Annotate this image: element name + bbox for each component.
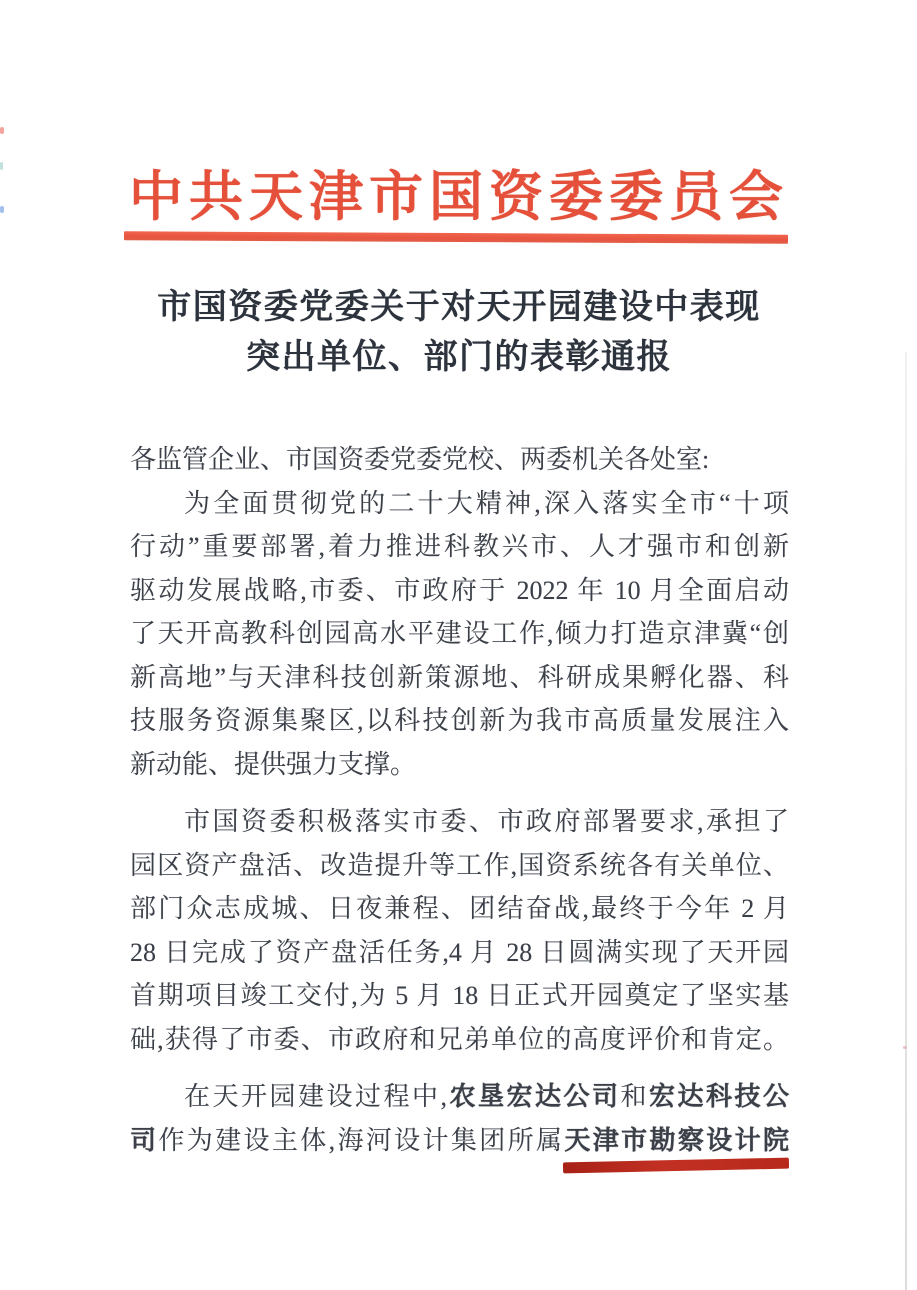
text-run: 和 bbox=[620, 1082, 649, 1111]
text-run: 础,获得了市委、市政府和兄弟单位的高度评价和肯定。 bbox=[130, 1024, 789, 1054]
body-line bbox=[130, 800, 789, 844]
text-run: 新动能、提供强力支撑。 bbox=[130, 749, 417, 779]
body-line bbox=[130, 1018, 789, 1062]
text-run: 市国资委积极落实市委、市政府部署要求,承担了 bbox=[184, 807, 789, 836]
bold-text-run: 司 bbox=[130, 1125, 159, 1155]
body-line bbox=[130, 844, 789, 888]
body-line bbox=[130, 438, 789, 482]
letterhead-org-name: 中共天津市国资委委员会 bbox=[129, 167, 789, 227]
text-run: 了天开高教科创园高水平建设工作,倾力打造京津冀“创 bbox=[130, 619, 789, 648]
bold-text-run: 天津市勘察设计院 bbox=[564, 1125, 789, 1155]
body-line bbox=[130, 656, 789, 700]
text-run: 技服务资源集聚区,以科技创新为我市高质量发展注入 bbox=[130, 706, 789, 735]
text-run: 驱动发展战略,市委、市政府于 2022 年 10 月全面启动 bbox=[130, 575, 789, 605]
document-title bbox=[128, 283, 790, 383]
text-run: 28 日完成了资产盘活任务,4 月 28 日圆满实现了天开园 bbox=[130, 937, 789, 967]
body-line bbox=[130, 1075, 789, 1119]
text-run: 为全面贯彻党的二十大精神,深入落实全市“十项 bbox=[184, 488, 789, 518]
text-run: 部门众志成城、日夜兼程、团结奋战,最终于今年 2 月 bbox=[130, 894, 789, 923]
body-line bbox=[130, 1119, 789, 1163]
text-run: 各监管企业、市国资委党委党校、两委机关各处室: bbox=[130, 445, 710, 474]
body-line bbox=[130, 931, 789, 975]
text-run: 新高地”与天津科技创新策源地、科研成果孵化器、科 bbox=[130, 662, 789, 692]
text-run: 作为建设主体,海河设计集团所属 bbox=[158, 1125, 565, 1155]
text-run: 园区资产盘活、改造提升等工作,国资系统各有关单位、 bbox=[130, 850, 789, 880]
scan-artifact-mark bbox=[0, 206, 4, 213]
scan-artifact-mark bbox=[0, 127, 4, 134]
body-line bbox=[130, 612, 789, 656]
body-text bbox=[130, 438, 789, 1162]
scan-artifact-mark bbox=[0, 162, 3, 170]
body-line bbox=[130, 482, 789, 526]
body-line bbox=[130, 525, 789, 569]
text-run: 首期项目竣工交付,为 5 月 18 日正式开园奠定了坚实基 bbox=[130, 981, 789, 1010]
body-line bbox=[130, 887, 789, 931]
body-line bbox=[130, 569, 789, 613]
document-title-line2: 突出单位、部门的表彰通报 bbox=[246, 339, 672, 376]
document-title-line1: 市国资委党委关于对天开园建设中表现 bbox=[157, 289, 761, 326]
text-run: 在天开园建设过程中, bbox=[184, 1082, 447, 1111]
body-line bbox=[130, 974, 789, 1018]
bold-text-run: 农垦宏达公司 bbox=[446, 1082, 621, 1111]
body-line bbox=[130, 743, 789, 787]
page-edge-shadow bbox=[905, 352, 907, 1290]
bold-text-run: 宏达科技公 bbox=[648, 1082, 789, 1111]
text-run: 行动”重要部署,着力推进科教兴市、人才强市和创新 bbox=[130, 532, 789, 561]
body-line bbox=[130, 699, 789, 743]
